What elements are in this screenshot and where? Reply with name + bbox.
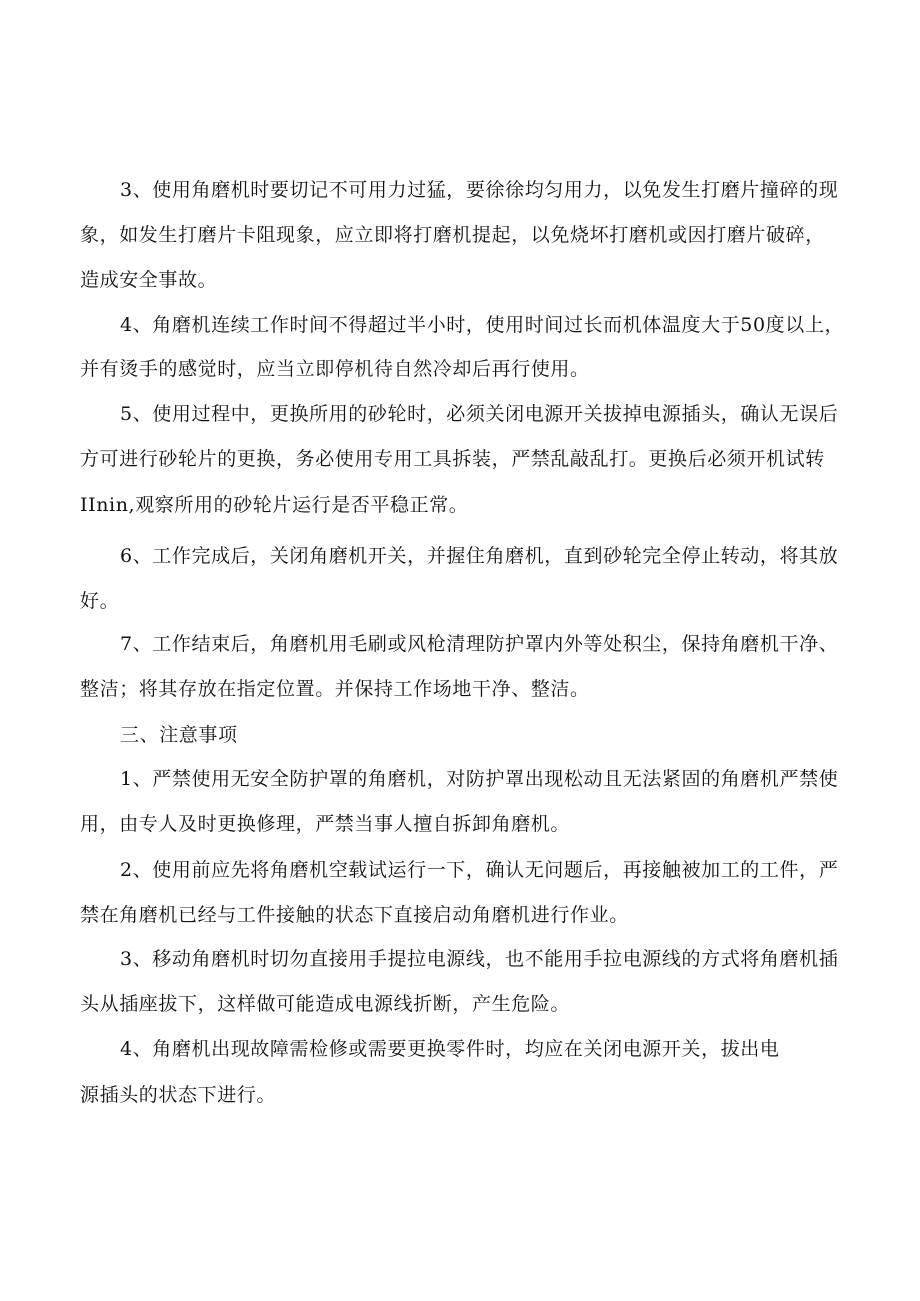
text-line: 4、角磨机连续工作时间不得超过半小时，使用时间过长而机体温度大于50度以上， xyxy=(120,314,845,336)
text-line: 2、使用前应先将角磨机空载试运行一下，确认无问题后，再接触被加工的工件，严 xyxy=(120,859,839,881)
text-line: 5、使用过程中，更换所用的砂轮时，必须关闭电源开关拔掉电源插头，确认无误后 xyxy=(120,403,839,425)
text-line: 6、工作完成后，关闭角磨机开关，并握住角磨机，直到砂轮完全停止转动，将其放 xyxy=(120,545,839,567)
text-line: 好。 xyxy=(80,590,120,612)
text-line: 并有烫手的感觉时，应当立即停机待自然冷却后再行使用。 xyxy=(80,358,590,380)
section-heading: 三、注意事项 xyxy=(120,724,238,746)
text-line: 4、角磨机出现故障需检修或需要更换零件时，均应在关闭电源开关，拔出电 xyxy=(120,1038,780,1060)
text-line: 源插头的状态下进行。 xyxy=(80,1084,277,1106)
text-line: 用，由专人及时更换修理，严禁当事人擅自拆卸角磨机。 xyxy=(80,813,571,835)
text-line: 造成安全事故。 xyxy=(80,269,218,291)
text-line: 整洁；将其存放在指定位置。并保持工作场地干净、整洁。 xyxy=(80,678,590,700)
text-line: 禁在角磨机已经与工件接触的状态下直接启动角磨机进行作业。 xyxy=(80,904,629,926)
text-line: 7、工作结束后，角磨机用毛刷或风枪清理防护罩内外等处积尘，保持角磨机干净、 xyxy=(120,633,839,655)
text-line: 象，如发生打磨片卡阻现象，应立即将打磨机提起，以免烧坏打磨机或因打磨片破碎， xyxy=(80,224,825,246)
text-line: 3、使用角磨机时要切记不可用力过猛，要徐徐均匀用力，以免发生打磨片撞碎的现 xyxy=(120,179,839,201)
text-line: 方可进行砂轮片的更换，务必使用专用工具拆装，严禁乱敲乱打。更换后必须开机试转 xyxy=(80,448,825,470)
text-line: 1、严禁使用无安全防护罩的角磨机，对防护罩出现松动且无法紧固的角磨机严禁使 xyxy=(120,768,839,790)
text-line: 头从插座拔下，这样做可能造成电源线折断，产生危险。 xyxy=(80,993,571,1015)
text-line: IInin,观察所用的砂轮片运行是否平稳正常。 xyxy=(80,494,469,516)
text-line: 3、移动角磨机时切勿直接用手提拉电源线，也不能用手拉电源线的方式将角磨机插 xyxy=(120,948,839,970)
